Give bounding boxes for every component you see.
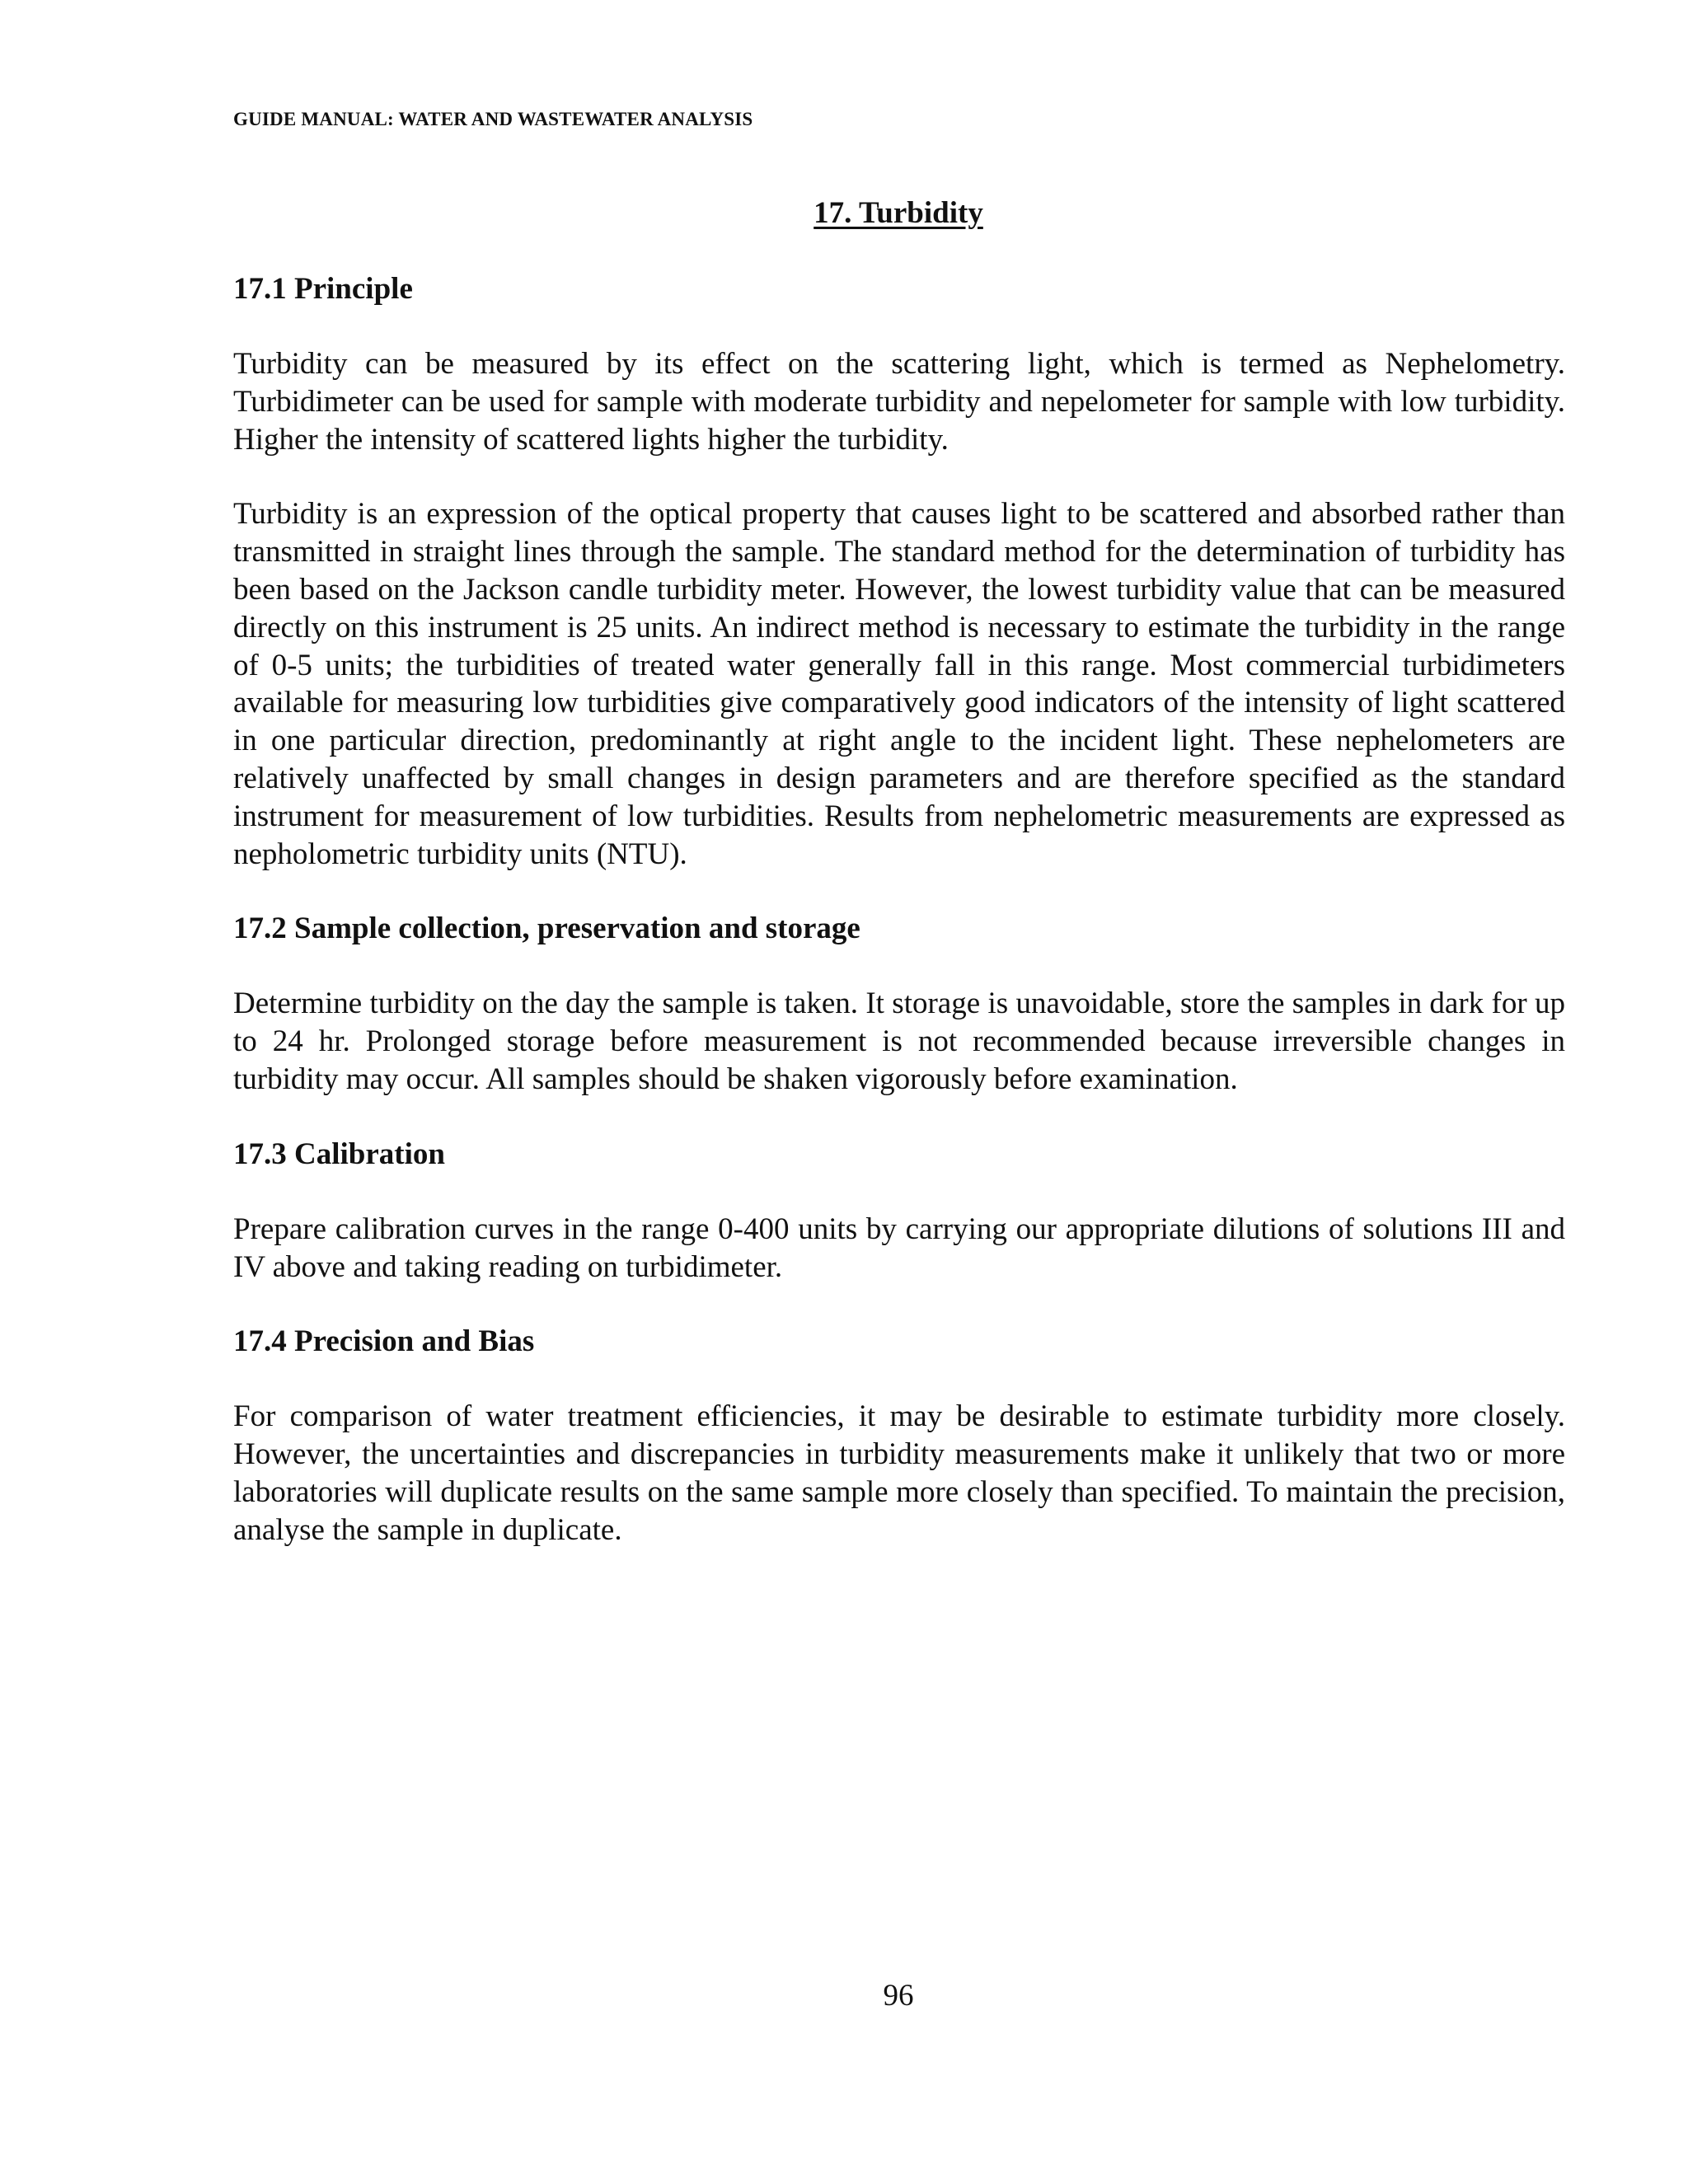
paragraph-principle-1: Turbidity can be measured by its effect on the scattering light, which is termed as Nephelometry. Turbidimeter can be used for sample with moderate turbidity and nepelometer for sample with low turbidity. Higher the intensity of scattered lights higher the turbidity. (233, 347, 1565, 457)
paragraph-sample-collection: Determine turbidity on the day the sample is taken. It storage is unavoidable, store the samples in dark for up to 24 hr. Prolonged storage before measurement is not recommended because irreversible changes in turbidity may occur. All samples should be shaken vigorously before examination. (233, 987, 1565, 1096)
paragraph-principle-2: Turbidity is an expression of the optical property that causes light to be scattered and absorbed rather than transmitted in straight lines through the sample. The standard method for the determination of turbidity has been based on the Jackson candle turbidity meter. However, the lowest turbidity value that can be measured directly on this instrument is 25 units. An indirect method is necessary to estimate the turbidity in the range of 0-5 units; the turbidities of treated water generally fall in this range. Most commercial turbidimeters available for measuring low turbidities give comparatively good indicators of the intensity of light scattered in one particular direction, predominantly at right angle to the incident light. These nephelometers are relatively unaffected by small changes in design parameters and are therefore specified as the standard instrument for measurement of low turbidities. Results from nephelometric measurements are expressed as nepholometric turbidity units (NTU). (233, 497, 1565, 871)
running-header: GUIDE MANUAL: WATER AND WASTEWATER ANALYSIS (233, 109, 753, 129)
section-heading-calibration: 17.3 Calibration (233, 1137, 445, 1171)
chapter-title: 17. Turbidity (814, 196, 983, 230)
section-heading-precision-bias: 17.4 Precision and Bias (233, 1324, 535, 1359)
document-body (233, 270, 1565, 1549)
paragraph-calibration: Prepare calibration curves in the range 0-400 units by carrying our appropriate dilutions of solutions III and IV above and taking reading on turbidimeter. (233, 1212, 1565, 1284)
section-heading-sample-collection: 17.2 Sample collection, preservation and storage (233, 912, 860, 946)
paragraph-precision-bias: For comparison of water treatment efficiencies, it may be desirable to estimate turbidity more closely. However, the uncertainties and discrepancies in turbidity measurements make it unlikely that two or more laboratories will duplicate results on the same sample more closely than specified. To maintain the precision, analyse the sample in duplicate. (233, 1399, 1565, 1547)
section-heading-principle: 17.1 Principle (233, 272, 413, 306)
page-number: 96 (883, 1979, 914, 2013)
